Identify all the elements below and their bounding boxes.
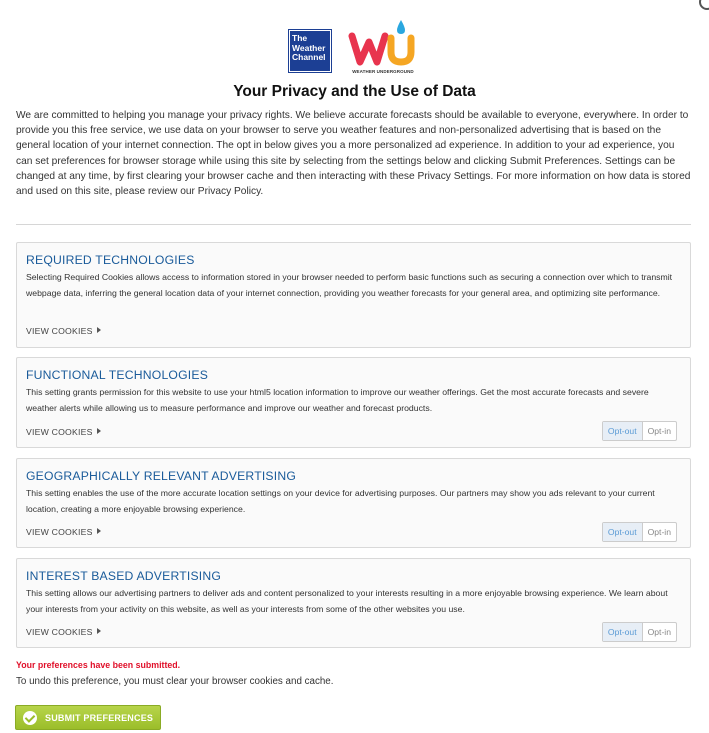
caret-right-icon	[97, 528, 101, 534]
opt-toggle	[602, 622, 677, 642]
section-heading: GEOGRAPHICALLY RELEVANT ADVERTISING	[26, 469, 297, 483]
opt-out-button[interactable]: Opt-out	[603, 623, 643, 641]
section-description: Selecting Required Cookies allows access to information stored in your browser needed to perform basic functions such as securing a connection over which to transmit webpage data, inferring the general location data of your internet connection, providing you weather forecasts for your general area, and optimizing site performance.	[26, 272, 673, 298]
view-cookies-link[interactable]: VIEW COOKIES	[26, 627, 101, 637]
geo-advertising-card	[16, 458, 691, 548]
opt-toggle	[602, 421, 677, 441]
check-circle-icon	[23, 711, 37, 725]
view-cookies-link[interactable]: VIEW COOKIES	[26, 427, 101, 437]
page-title: Your Privacy and the Use of Data	[233, 83, 476, 100]
section-description: This setting enables the use of the more accurate location settings on your device for advertising purposes. Our partners may show you ads relevant to your current location, creating a more enjoyable browsing experience.	[26, 488, 655, 514]
section-divider	[16, 224, 691, 225]
opt-out-button[interactable]: Opt-out	[603, 422, 643, 440]
section-heading: INTEREST BASED ADVERTISING	[26, 569, 222, 583]
section-heading: FUNCTIONAL TECHNOLOGIES	[26, 368, 209, 382]
view-cookies-link[interactable]: VIEW COOKIES	[26, 527, 101, 537]
view-cookies-link[interactable]: VIEW COOKIES	[26, 326, 101, 336]
opt-out-button[interactable]: Opt-out	[603, 523, 643, 541]
weather-underground-logo: WEATHER UNDERGROUND	[347, 18, 419, 74]
section-description: This setting allows our advertising partners to deliver ads and content personalized to your interests resulting in a more enjoyable browsing experience. We learn about your interests from your activity on this website, as well as your interests from some of the other websites you use.	[26, 588, 668, 614]
opt-in-button[interactable]: Opt-in	[647, 527, 671, 537]
scroll-handle-icon[interactable]	[699, 0, 709, 10]
submit-label: SUBMIT PREFERENCES	[45, 712, 154, 723]
undo-instructions: To undo this preference, you must clear your browser cookies and cache.	[16, 676, 334, 687]
opt-in-button[interactable]: Opt-in	[647, 627, 671, 637]
caret-right-icon	[97, 327, 101, 333]
opt-toggle	[602, 522, 677, 542]
intro-paragraph: We are committed to helping you manage your privacy rights. We believe accurate forecasts should be available to everyone, everywhere. In order to provide you this free service, we use data on your browser to serve you weather features and non-personalized advertising that is based on the general location of your internet connection. The opt in below gives you a more personalized ad experience. In addition to your ad experience, you can set preferences for browser storage while using this site by selecting from the settings below and clicking Submit Preferences. Settings can be changed at any time, by first clearing your browser cache and then interacting with these Privacy Settings. For more information on how data is stored and used on this site, please review our Privacy Policy.	[16, 110, 691, 198]
section-description: This setting grants permission for this website to use your html5 location information to improve our weather offerings. Get the most accurate forecasts and severe weather alerts while allowing us to measure performance and improve our weather and forecast products.	[26, 387, 649, 413]
caret-right-icon	[97, 628, 101, 634]
required-technologies-card	[16, 242, 691, 348]
logo-bar	[289, 18, 419, 74]
opt-in-button[interactable]: Opt-in	[647, 426, 671, 436]
wu-logo-icon	[347, 18, 419, 66]
caret-right-icon	[97, 428, 101, 434]
interest-advertising-card	[16, 558, 691, 648]
weather-channel-logo: The Weather Channel	[289, 30, 331, 72]
functional-technologies-card	[16, 357, 691, 448]
section-heading: REQUIRED TECHNOLOGIES	[26, 253, 195, 267]
submitted-message: Your preferences have been submitted.	[16, 660, 181, 670]
submit-preferences-button[interactable]	[15, 705, 161, 730]
